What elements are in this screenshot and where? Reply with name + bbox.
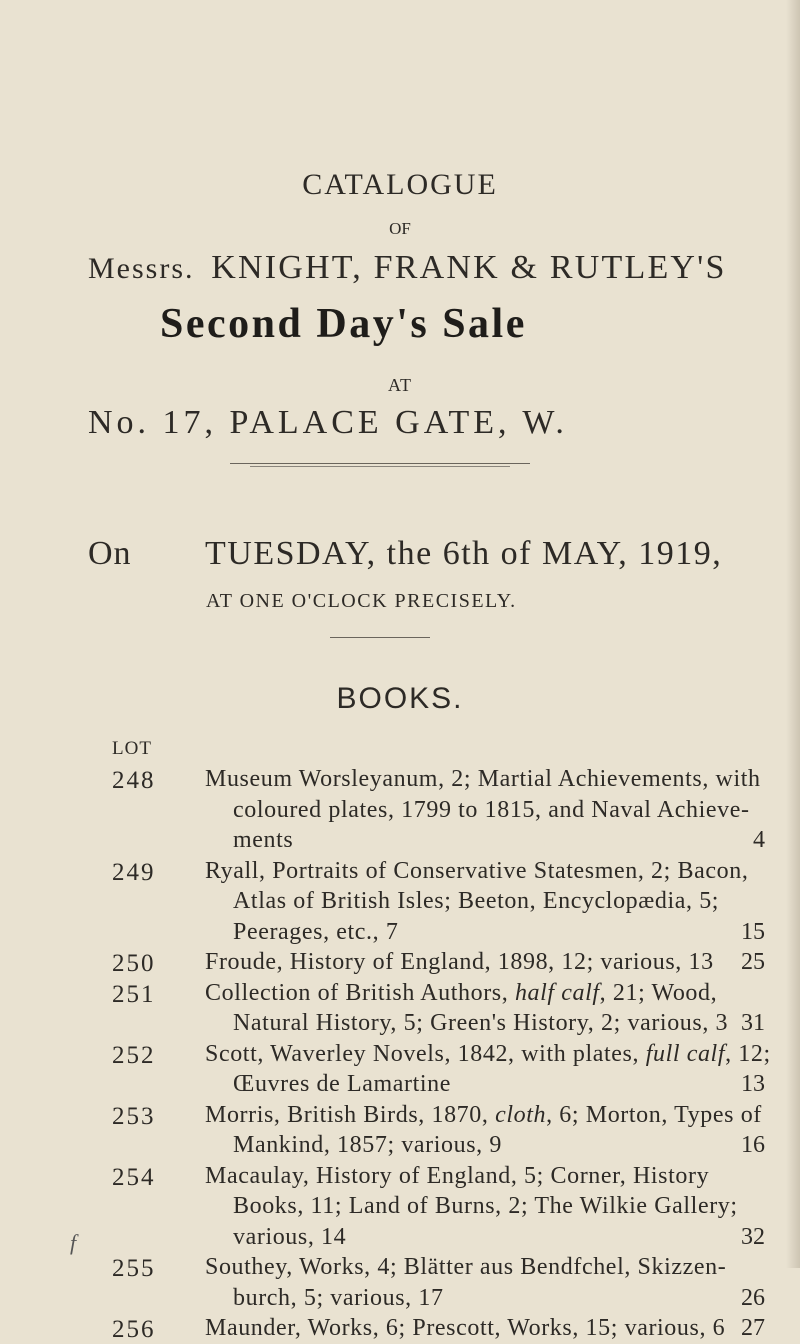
lot-column-heading: LOT	[112, 738, 152, 759]
lot-description-line: Collection of British Authors, half calf, 21; Wood,	[205, 979, 718, 1006]
lot-price: 4	[753, 827, 765, 853]
catalogue-title: CATALOGUE	[302, 168, 498, 201]
lot-description-line: Books, 11; Land of Burns, 2; The Wilkie Gallery;	[233, 1193, 738, 1219]
lot-price: 31	[741, 1010, 765, 1036]
lot-description-line: Ryall, Portraits of Conservative Statesmen, 2; Bacon,	[205, 857, 749, 884]
lot-price: 25	[741, 949, 765, 975]
lot-description-line: Museum Worsleyanum, 2; Martial Achievements, with	[205, 766, 761, 792]
lot-description-line: Morris, British Birds, 1870, cloth, 6; Morton, Types of	[205, 1101, 762, 1128]
section-heading: BOOKS.	[336, 682, 464, 715]
sale-date: TUESDAY, the 6th of MAY, 1919,	[205, 535, 723, 572]
lot-number: 252	[112, 1041, 156, 1069]
lot-description-line: Maunder, Works, 6; Prescott, Works, 15; various, 6	[205, 1315, 726, 1341]
lot-number: 253	[112, 1102, 156, 1130]
lot-description-line: ments	[233, 827, 294, 853]
messrs-label: Messrs.	[88, 252, 195, 285]
lot-description-line: Natural History, 5; Green's History, 2; various, 3	[233, 1010, 729, 1036]
lot-number: 248	[112, 767, 156, 794]
lot-description-line: Atlas of British Isles; Beeton, Encyclopædia, 5;	[233, 888, 720, 914]
lot-description-line: Peerages, etc., 7	[233, 918, 399, 945]
lot-price: 13	[741, 1071, 765, 1097]
short-divider	[330, 637, 430, 638]
lot-description-line: Œuvres de Lamartine	[233, 1071, 451, 1097]
lot-price: 27	[741, 1315, 765, 1341]
lot-description-line: various, 14	[233, 1223, 347, 1250]
lot-number: 254	[112, 1163, 156, 1191]
sale-address: No. 17, PALACE GATE, W.	[88, 404, 568, 441]
lot-description-line: Scott, Waverley Novels, 1842, with plates, full calf, 12;	[205, 1040, 771, 1067]
lot-number: 251	[112, 980, 156, 1008]
auctioneer-line	[88, 249, 727, 287]
divider-rule-secondary	[250, 466, 510, 467]
lot-description-line: Southey, Works, 4; Blätter aus Bendfchel, Skizzen-	[205, 1254, 727, 1280]
lot-number: 255	[112, 1255, 156, 1282]
lot-description-line: Mankind, 1857; various, 9	[233, 1132, 502, 1158]
lot-description-line: burch, 5; various, 17	[233, 1284, 444, 1311]
lot-price: 15	[741, 918, 765, 945]
lot-price: 32	[741, 1223, 765, 1250]
on-label: On	[88, 535, 132, 572]
lot-price: 26	[741, 1284, 765, 1311]
lot-number: 250	[112, 950, 156, 977]
lot-number: 256	[112, 1316, 156, 1343]
lot-price: 16	[741, 1132, 765, 1158]
lot-number: 249	[112, 858, 156, 886]
margin-note: f	[70, 1230, 77, 1255]
of-label: OF	[389, 219, 411, 238]
lot-description-line: Froude, History of England, 1898, 12; various, 13	[205, 949, 714, 975]
firm-name: KNIGHT, FRANK & RUTLEY'S	[211, 249, 727, 286]
lot-description-line: Macaulay, History of England, 5; Corner, History	[205, 1162, 710, 1189]
lot-description-line: coloured plates, 1799 to 1815, and Naval Achieve-	[233, 796, 750, 823]
sale-time: AT ONE O'CLOCK PRECISELY.	[206, 590, 517, 612]
sale-title: Second Day's Sale	[160, 301, 527, 347]
divider-rule	[230, 463, 530, 464]
at-label: AT	[388, 375, 412, 395]
